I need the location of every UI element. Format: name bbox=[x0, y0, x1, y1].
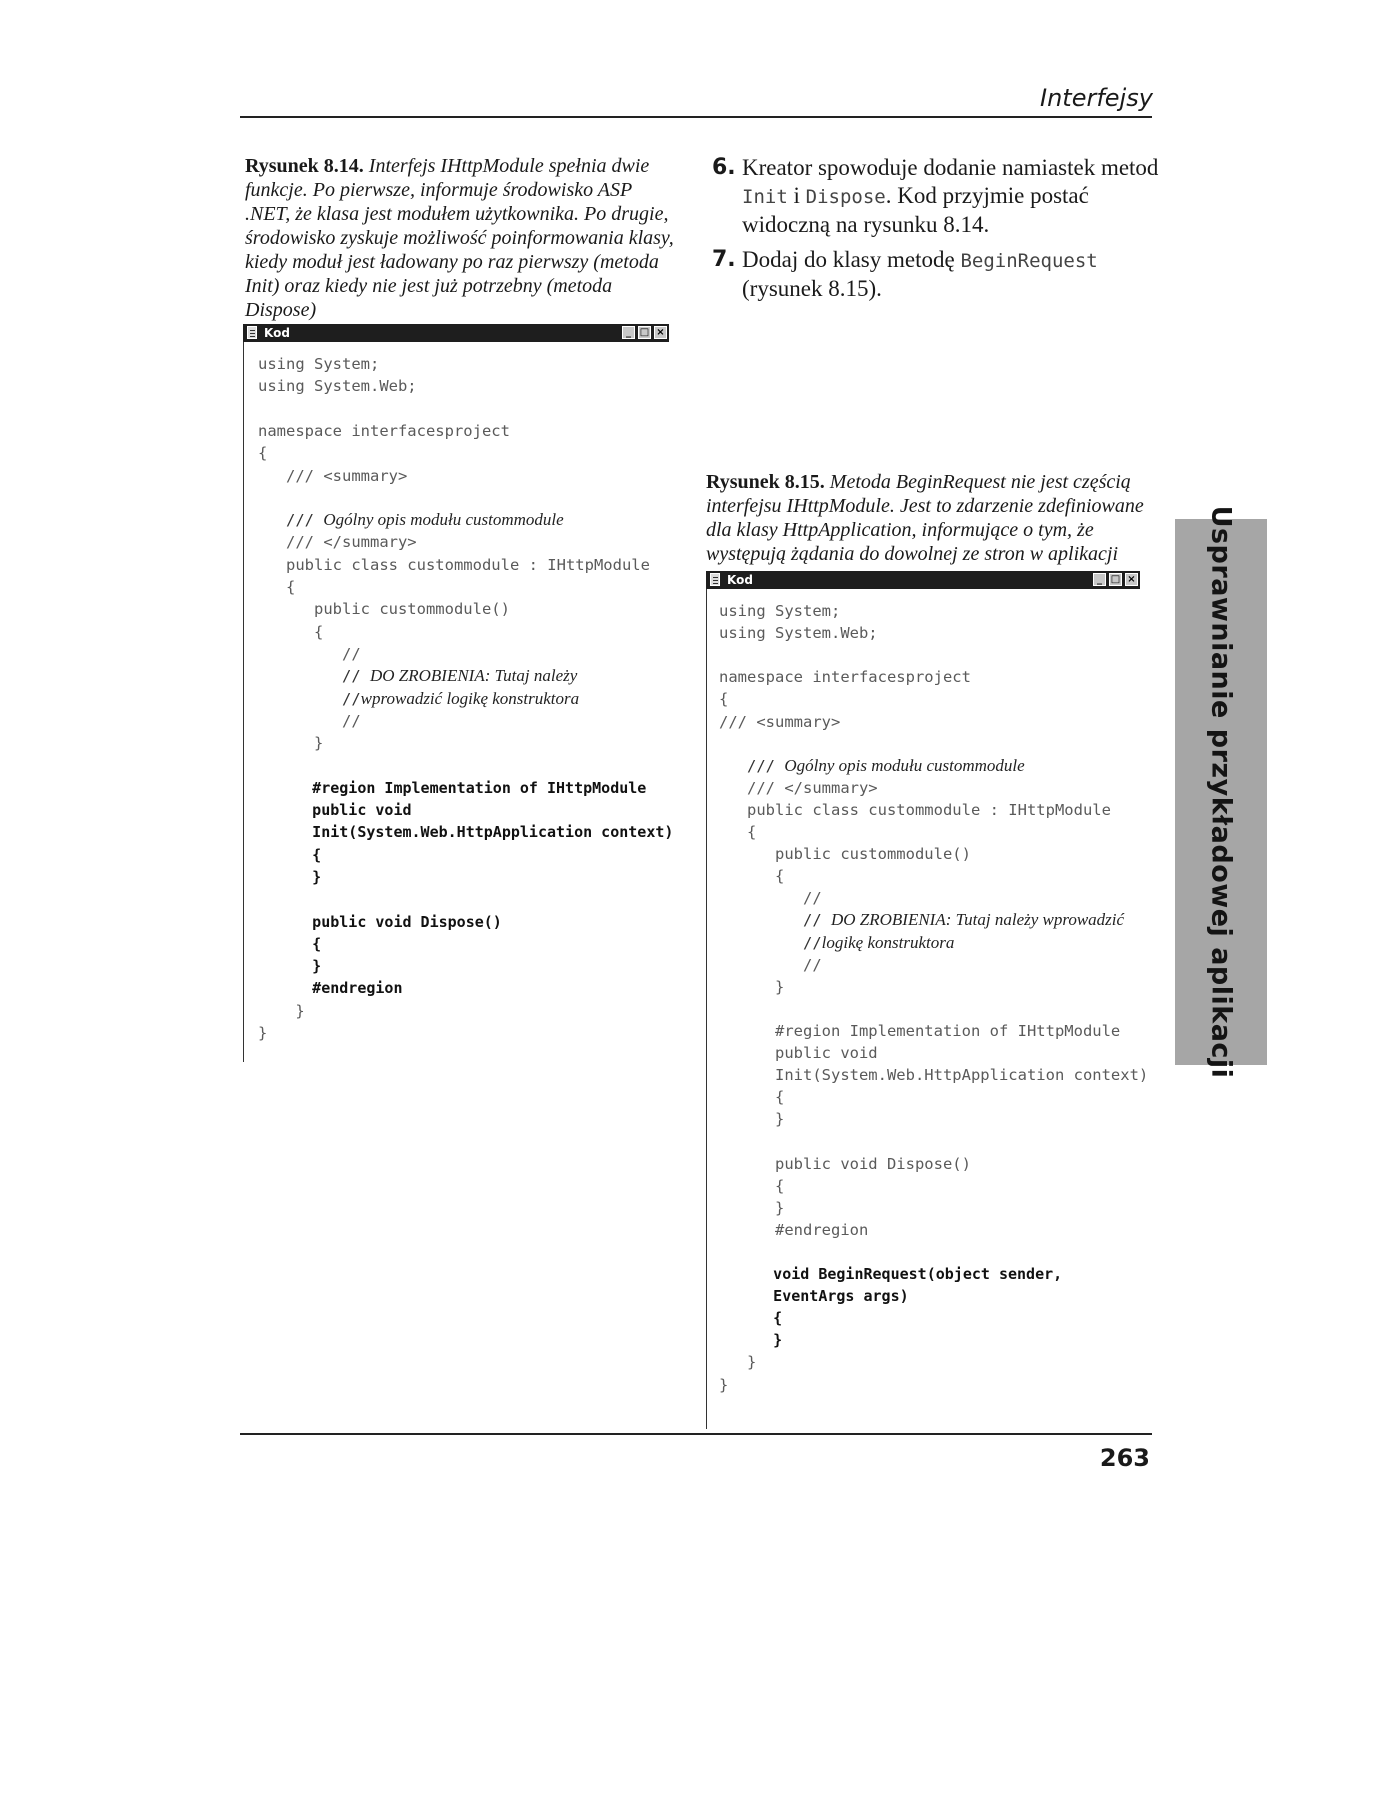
code-line: using System; bbox=[258, 355, 380, 373]
code-line: void BeginRequest(object sender, bbox=[719, 1265, 1063, 1283]
code-line: { bbox=[258, 578, 296, 596]
notepad-icon bbox=[710, 573, 720, 586]
code-line: EventArgs args) bbox=[719, 1287, 909, 1306]
code-listing-814 bbox=[243, 342, 674, 1062]
window-title-bar bbox=[243, 324, 669, 342]
code-line: /// </summary> bbox=[719, 778, 878, 797]
comment-text: Ogólny opis modułu custommodule bbox=[784, 755, 1025, 775]
figure-815-label: Rysunek 8.15. bbox=[706, 471, 825, 493]
code-line: { bbox=[719, 867, 785, 886]
code-line: #region Implementation of IHttpModule bbox=[719, 1021, 1121, 1040]
comment-slashes: /// bbox=[719, 756, 785, 775]
code-line: public custommodule() bbox=[258, 600, 510, 619]
code-line: using System.Web; bbox=[719, 624, 878, 643]
comment-text: DO ZROBIENIA: Tutaj należy wprowadzić bbox=[830, 910, 1125, 930]
code-line: Init(System.Web.HttpApplication context) bbox=[258, 823, 674, 842]
code-line: } bbox=[258, 734, 324, 753]
code-line: } bbox=[258, 1001, 305, 1020]
comment-slashes: /// bbox=[258, 511, 324, 530]
code-line: public void bbox=[258, 801, 412, 819]
code-listing-815 bbox=[706, 589, 1149, 1429]
comment-slashes: // bbox=[258, 689, 361, 708]
code-line: public custommodule() bbox=[719, 845, 971, 864]
footer-rule bbox=[240, 1433, 1152, 1435]
running-head: Interfejsy bbox=[1040, 84, 1153, 112]
code-line: #region Implementation of IHttpModule bbox=[258, 778, 647, 797]
code-line: // bbox=[719, 955, 822, 974]
notepad-icon bbox=[247, 326, 257, 339]
code-line: { bbox=[258, 845, 322, 864]
code-line: } bbox=[719, 977, 785, 996]
inline-code: Init bbox=[742, 186, 788, 208]
comment-text: wprowadzić logikę konstruktora bbox=[360, 688, 580, 708]
code-line: { bbox=[719, 1309, 783, 1328]
inline-code: BeginRequest bbox=[960, 250, 1098, 272]
code-line: } bbox=[258, 957, 322, 976]
step-number: 7. bbox=[712, 247, 736, 272]
code-line: #endregion bbox=[719, 1220, 869, 1239]
window-title: Kod bbox=[727, 573, 753, 587]
figure-814-caption bbox=[245, 154, 675, 322]
code-line: // bbox=[258, 644, 361, 663]
comment-slashes: // bbox=[719, 911, 831, 930]
code-line: } bbox=[719, 1198, 785, 1217]
code-line bbox=[258, 665, 577, 687]
comment-slashes: // bbox=[719, 933, 822, 952]
page-number: 263 bbox=[1099, 1444, 1150, 1472]
code-line bbox=[258, 688, 579, 710]
code-line: namespace interfacesproject bbox=[258, 421, 510, 440]
code-line: { bbox=[258, 934, 322, 953]
code-line bbox=[719, 932, 954, 954]
figure-815-caption bbox=[706, 470, 1146, 566]
code-line: { bbox=[258, 444, 268, 463]
step-text: Dodaj do klasy metodę BeginRequest (rysunek 8.15). bbox=[742, 247, 1098, 301]
figure-814-label: Rysunek 8.14. bbox=[245, 155, 364, 177]
comment-text: DO ZROBIENIA: Tutaj należy bbox=[369, 666, 578, 686]
code-line: namespace interfacesproject bbox=[719, 668, 971, 687]
code-line: } bbox=[258, 1024, 268, 1042]
chapter-thumb-label: Usprawnianie przykładowej aplikacji bbox=[1205, 505, 1237, 1079]
code-line: { bbox=[719, 1176, 785, 1195]
close-icon[interactable]: × bbox=[654, 326, 667, 339]
code-line: /// <summary> bbox=[258, 466, 408, 485]
code-line: public void Dispose() bbox=[719, 1154, 971, 1173]
inline-code: Dispose bbox=[805, 186, 886, 208]
code-line: // bbox=[258, 711, 361, 730]
code-line: public class custommodule : IHttpModule bbox=[719, 800, 1111, 819]
close-icon[interactable]: × bbox=[1125, 573, 1138, 586]
figure-814-caption-text: Interfejs IHttpModule spełnia dwie funkcje. Po pierwsze, informuje środowisko ASP .NET, że klasa jest modułem użytkownika. Po drugie, środowisko zyskuje możliwość poinformowania klasy, kiedy moduł jest ładowany po raz pierwszy (metoda Init) oraz kiedy nie jest już potrzebny (metoda Dispose) bbox=[245, 155, 674, 321]
code-line: } bbox=[258, 867, 322, 886]
code-line: #endregion bbox=[258, 979, 403, 998]
maximize-icon[interactable]: □ bbox=[1110, 574, 1121, 585]
code-line: public void Dispose() bbox=[258, 912, 502, 931]
step-6 bbox=[712, 154, 1172, 238]
window-title-bar bbox=[706, 571, 1140, 589]
code-line: } bbox=[719, 1353, 757, 1372]
comment-slashes: // bbox=[258, 667, 370, 686]
code-line: { bbox=[258, 622, 324, 641]
code-line: /// <summary> bbox=[719, 712, 841, 731]
minimize-icon[interactable]: _ bbox=[622, 326, 635, 339]
code-line bbox=[719, 909, 1124, 931]
code-line: public void bbox=[719, 1044, 878, 1062]
code-line: } bbox=[719, 1375, 729, 1394]
code-line: /// </summary> bbox=[258, 533, 417, 552]
code-line: { bbox=[719, 1088, 785, 1107]
code-line: } bbox=[719, 1110, 785, 1129]
maximize-icon[interactable]: □ bbox=[639, 327, 650, 338]
comment-text: Ogólny opis modułu custommodule bbox=[323, 510, 564, 530]
code-line: } bbox=[719, 1331, 783, 1350]
header-rule bbox=[240, 116, 1152, 118]
code-line: Init(System.Web.HttpApplication context) bbox=[719, 1066, 1149, 1085]
step-text: Kreator spowoduje dodanie namiastek metod Init i Dispose. Kod przyjmie postać widoczną na rysunku 8.14. bbox=[742, 155, 1159, 237]
window-title: Kod bbox=[264, 326, 290, 340]
code-line: using System.Web; bbox=[258, 377, 417, 396]
code-line: { bbox=[719, 690, 729, 709]
minimize-icon[interactable]: _ bbox=[1093, 573, 1106, 586]
figure-815-caption-text: Metoda BeginRequest nie jest częścią interfejsu IHttpModule. Jest to zdarzenie zdefiniowane dla klasy HttpApplication, informujące o tym, że występują żądania do dowolnej ze stron w aplikacji bbox=[706, 471, 1144, 565]
comment-text: logikę konstruktora bbox=[821, 932, 955, 952]
code-line: { bbox=[719, 823, 757, 841]
code-line: using System; bbox=[719, 602, 841, 620]
code-line bbox=[719, 755, 1025, 777]
step-7 bbox=[712, 246, 1172, 302]
code-line bbox=[258, 509, 564, 531]
code-line: public class custommodule : IHttpModule bbox=[258, 555, 650, 574]
code-line: // bbox=[719, 889, 822, 908]
step-number: 6. bbox=[712, 155, 736, 180]
